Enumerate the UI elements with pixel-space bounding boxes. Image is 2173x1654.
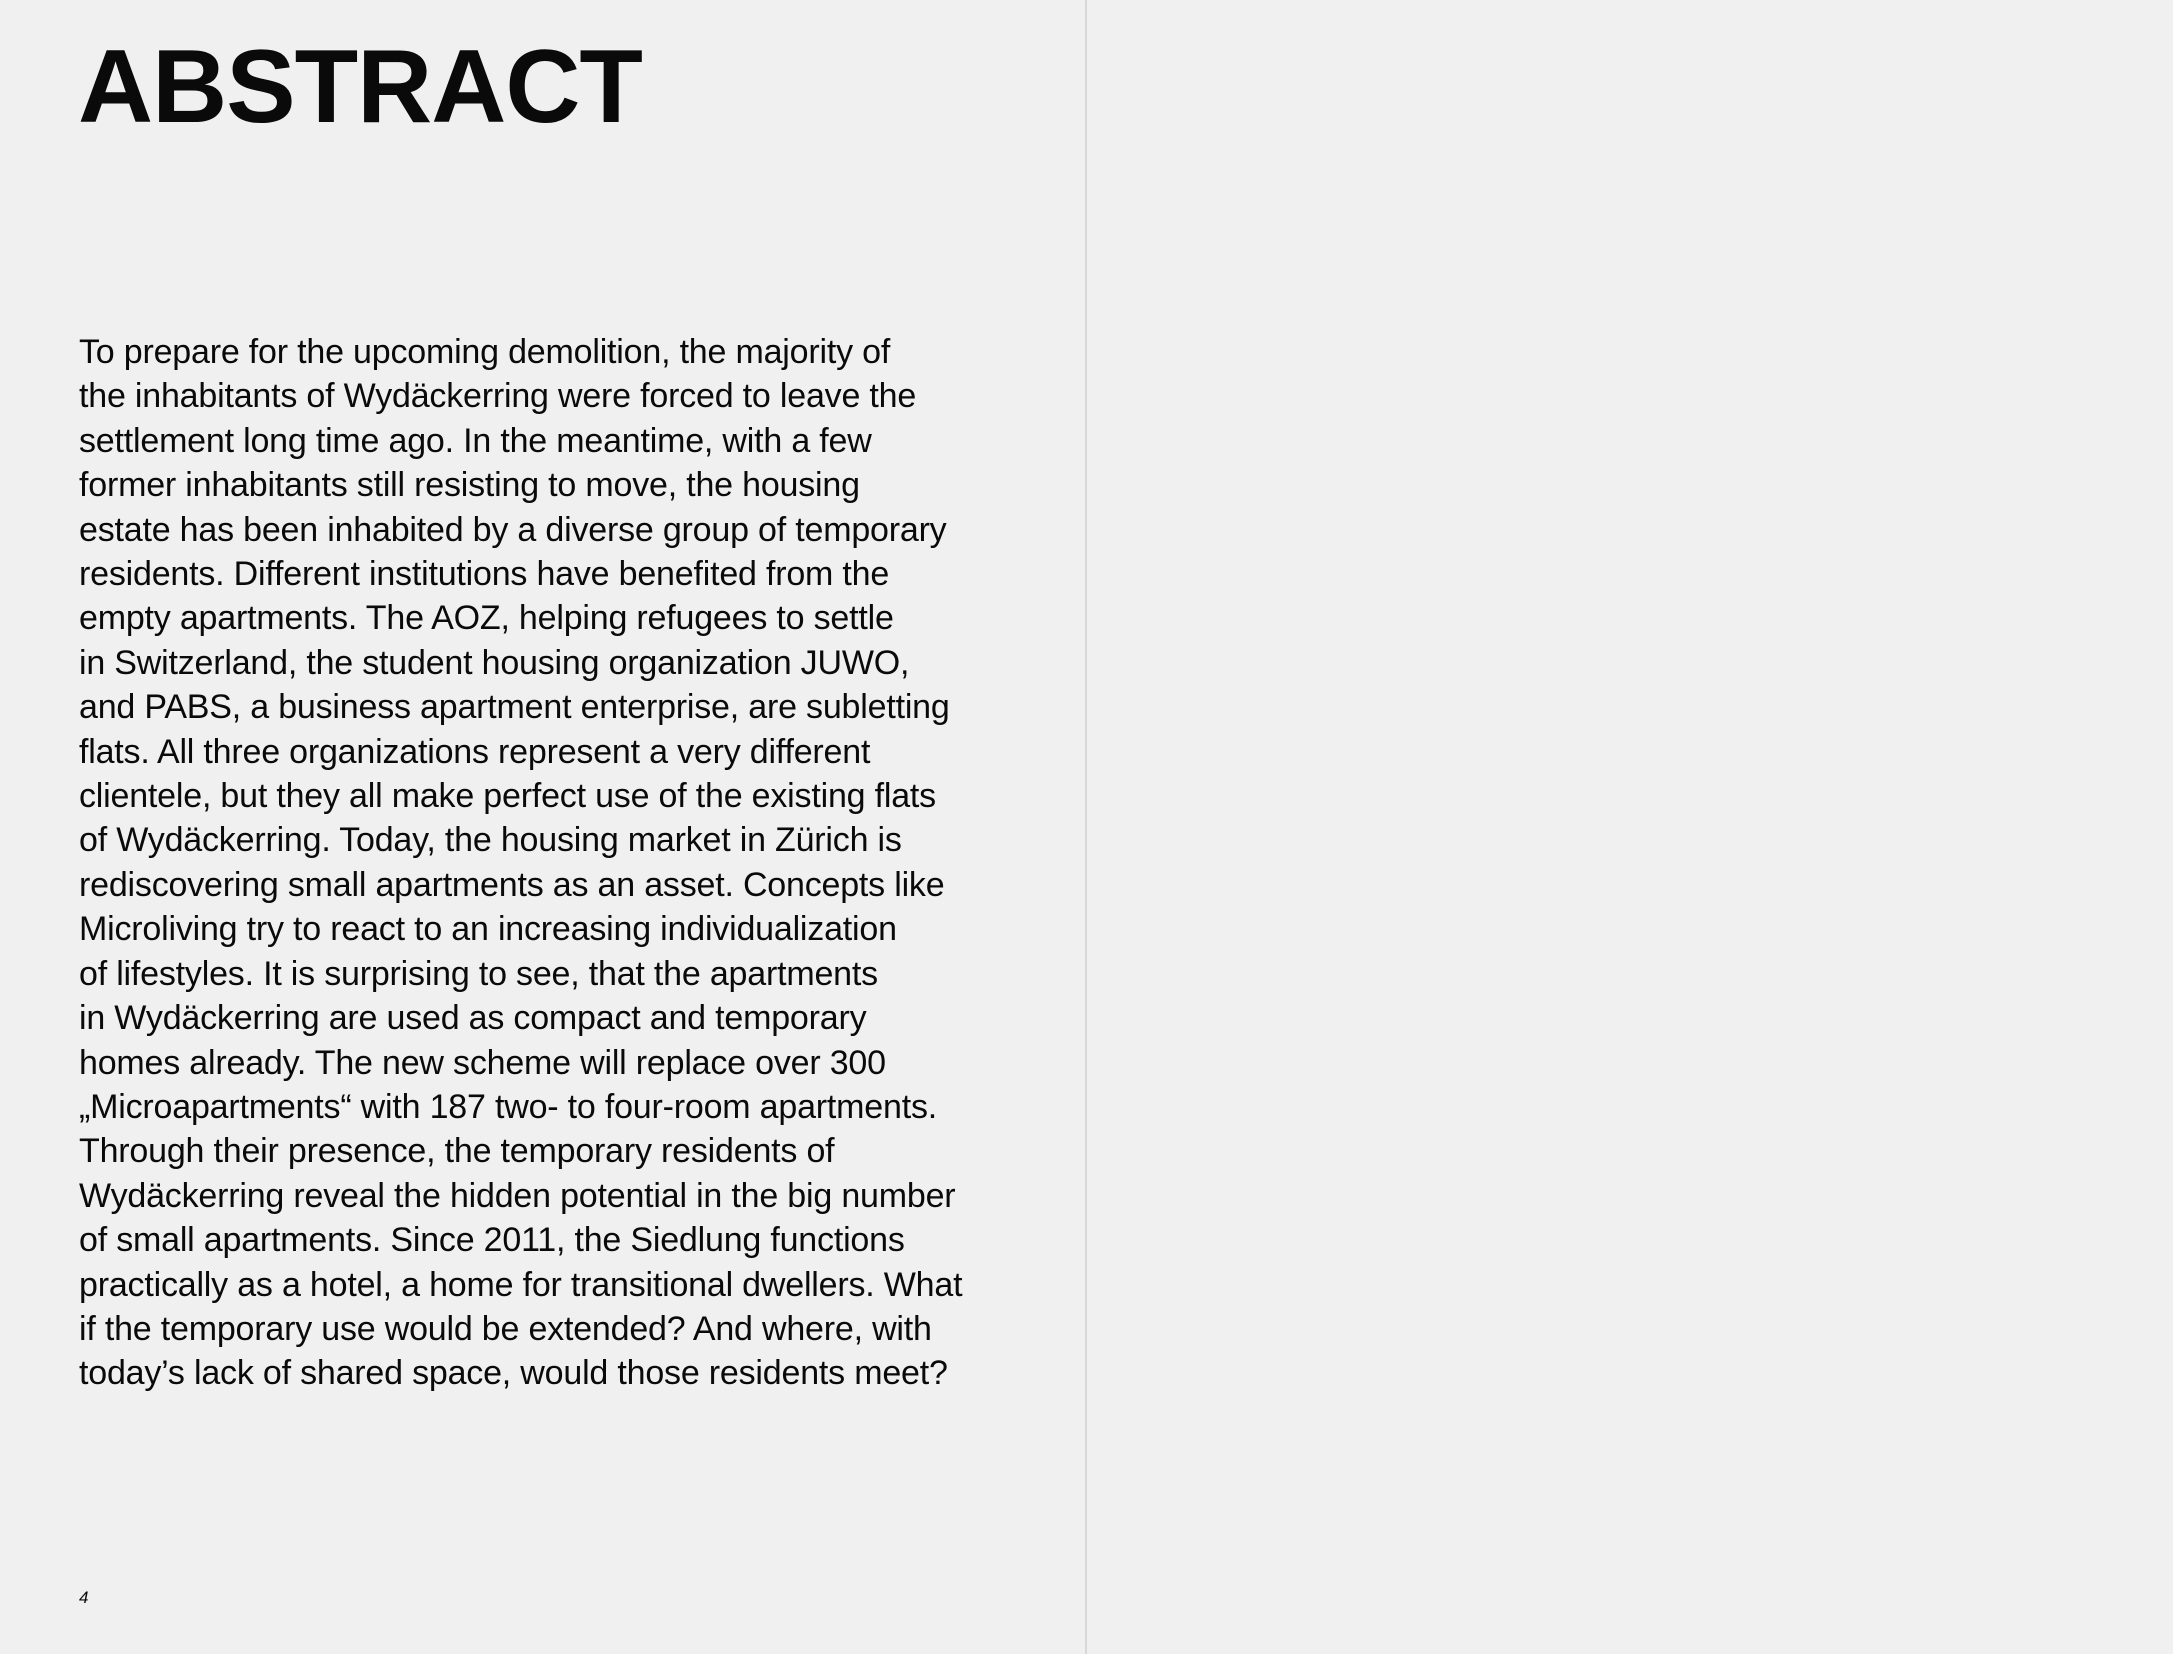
page-number: 4 <box>79 1588 89 1607</box>
abstract-line: empty apartments. The AOZ, helping refugees to settle <box>79 599 894 638</box>
right-page-blank <box>1087 0 2173 1654</box>
abstract-line: residents. Different institutions have benefited from the <box>79 555 890 594</box>
abstract-line: flats. All three organizations represent a very different <box>79 732 871 771</box>
abstract-line: if the temporary use would be extended? And where, with <box>79 1309 932 1348</box>
abstract-line: the inhabitants of Wydäckerring were forced to leave the <box>79 377 917 416</box>
abstract-line: To prepare for the upcoming demolition, the majority of <box>79 333 891 371</box>
abstract-line: practically as a hotel, a home for transitional dwellers. What <box>79 1265 963 1304</box>
abstract-line: of lifestyles. It is surprising to see, that the apartments <box>79 954 878 993</box>
abstract-line: former inhabitants still resisting to move, the housing <box>79 466 860 505</box>
abstract-line: Wydäckerring reveal the hidden potential in the big number <box>79 1176 956 1215</box>
abstract-line: „Microapartments“ with 187 two- to four-room apartments. <box>79 1087 937 1126</box>
page-title: ABSTRACT <box>78 29 642 145</box>
abstract-line: rediscovering small apartments as an asset. Concepts like <box>79 865 945 904</box>
abstract-line: homes already. The new scheme will replace over 300 <box>79 1043 886 1082</box>
abstract-body <box>79 330 1039 1396</box>
abstract-line: clientele, but they all make perfect use of the existing flats <box>79 777 936 816</box>
abstract-line: in Switzerland, the student housing organization JUWO, <box>79 643 910 682</box>
abstract-line: settlement long time ago. In the meantime, with a few <box>79 421 872 460</box>
abstract-line: of Wydäckerring. Today, the housing market in Zürich is <box>79 821 902 860</box>
abstract-line: Microliving try to react to an increasing individualization <box>79 910 897 949</box>
abstract-line: and PABS, a business apartment enterprise, are subletting <box>79 688 950 727</box>
abstract-line: estate has been inhabited by a diverse group of temporary <box>79 510 947 549</box>
abstract-line: in Wydäckerring are used as compact and temporary <box>79 999 867 1038</box>
abstract-line: of small apartments. Since 2011, the Siedlung functions <box>79 1221 905 1260</box>
left-page <box>0 0 1085 1654</box>
abstract-line: today’s lack of shared space, would those residents meet? <box>79 1354 948 1393</box>
abstract-line: Through their presence, the temporary residents of <box>79 1132 835 1171</box>
